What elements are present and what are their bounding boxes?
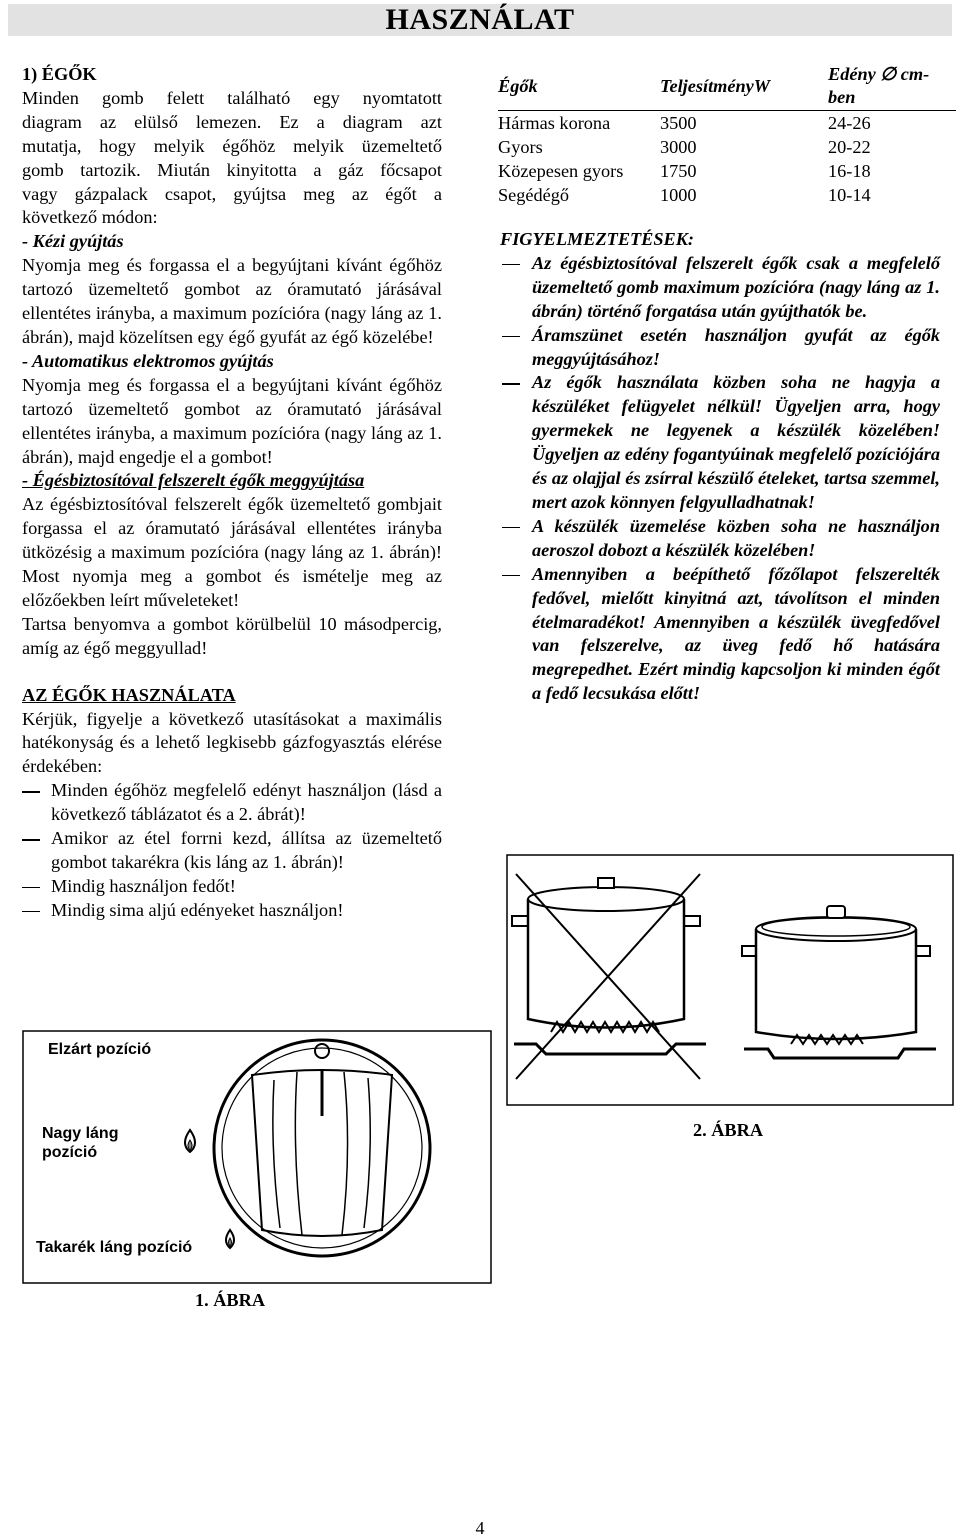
table-cell: 24-26 bbox=[828, 113, 871, 133]
manual-ignition-title: - Kézi gyújtás bbox=[22, 231, 124, 252]
usage-text: Kérjük, figyelje a következő utasításokat a maximális hatékonyság és a lehető legkisebb gázfogyasztás elérése érdekében: bbox=[22, 708, 442, 777]
table-row bbox=[498, 159, 956, 183]
table-cell: 3500 bbox=[660, 113, 697, 133]
figure-1-caption: 1. ÁBRA bbox=[194, 1290, 266, 1310]
table-row bbox=[498, 111, 956, 136]
right-column bbox=[500, 63, 940, 706]
table-cell: Hármas korona bbox=[498, 113, 611, 133]
table-cell: Gyors bbox=[498, 137, 543, 157]
manual-ignition-text: Nyomja meg és forgassa el a begyújtani kívánt égőhöz tartozó üzemeltető gombot az óramutató járásával ellentétes irányba, a maximum pozícióra (nagy láng az 1. ábrán), majd közelítsen egy égő gyufát az égő közelébe! bbox=[22, 255, 442, 347]
table-cell: 3000 bbox=[660, 137, 697, 157]
intro-line: következő módon: bbox=[22, 207, 158, 228]
list-item: Minden égőhöz megfelelő edényt használjon (lásd a következő táblázatot és a 2. ábrát)! bbox=[22, 779, 442, 827]
intro-line: diagram az elülső lemezen. Ez a diagram azt bbox=[22, 111, 442, 132]
high-flame-icon bbox=[185, 1130, 195, 1152]
table-header: Égők bbox=[498, 63, 660, 111]
warnings-title: FIGYELMEZTETÉSEK: bbox=[500, 229, 695, 249]
intro-line: mutatja, hogy melyik égőhöz melyik üzemeltető bbox=[22, 135, 442, 156]
list-item: Az égők használata közben soha ne hagyja a készüléket felügyelet nélkül! Ügyeljen arra, hogy gyermekek ne legyenek a készülék közelében! Ügyeljen az edény fogantyúinak megfelelő pozíciójára és az olajjal és zsírral készülő ételeket, tartsa szemmel, mert azok könnyen felgyulladhatnak! bbox=[500, 371, 940, 514]
table-cell: 1750 bbox=[660, 161, 697, 181]
hold-text: Tartsa benyomva a gombot körülbelül 10 másodpercig, amíg az égő meggyullad! bbox=[22, 613, 442, 658]
intro-line: gomb tartozik. Miután kinyitotta a gáz főcsapot bbox=[22, 159, 442, 180]
figure-2-pots-illustration bbox=[506, 854, 954, 1106]
table-cell: Segédégő bbox=[498, 185, 570, 205]
section-title: 1) ÉGŐK bbox=[22, 64, 97, 84]
list-item: Az égésbiztosítóval felszerelt égők csak a megfelelő üzemeltető gomb maximum pozícióra (nagy láng az 1. ábrán) történő forgatása után gyújthatók be. bbox=[500, 252, 940, 324]
page-number: 4 bbox=[475, 1518, 485, 1538]
table-row bbox=[498, 183, 956, 207]
usage-title: AZ ÉGŐK HASZNÁLATA bbox=[22, 684, 236, 705]
closed-marker-icon bbox=[315, 1044, 329, 1058]
left-column bbox=[22, 63, 442, 923]
table-cell: 20-22 bbox=[828, 137, 871, 157]
low-flame-icon bbox=[226, 1230, 234, 1248]
table-cell: 16-18 bbox=[828, 161, 871, 181]
table-header: Edény ∅ cm-ben bbox=[800, 63, 956, 111]
auto-ignition-title: - Automatikus elektromos gyújtás bbox=[22, 350, 274, 371]
knob-icon bbox=[214, 1040, 430, 1256]
label-low-flame: Takarék láng pozíció bbox=[36, 1239, 193, 1256]
safety-ignition-title: - Égésbiztosítóval felszerelt égők meggyújtása bbox=[22, 470, 365, 491]
list-item: Amennyiben a beépíthető főzőlapot felszerelték fedővel, mielőtt kinyitná azt, távolítson el minden ételmaradékot! Amennyiben a készülék üvegfedővel van felszerelve, az üveg fedő hő hatására megrepedhet. Ezért mindig kapcsoljon ki minden égőt a fedő lecsukása előtt! bbox=[500, 563, 940, 706]
table-cell: Közepesen gyors bbox=[498, 161, 624, 181]
safety-ignition-text: Az égésbiztosítóval felszerelt égők üzemeltető gombjait forgassa el az óramutató járásával ellentétes irányba ütközésig a maximum pozícióra (nagy láng az 1. ábrán)! Most nyomja meg a gombot és ismételje meg az előzőekben leírt műveleteket! bbox=[22, 494, 442, 610]
list-item: A készülék üzemelése közben soha ne használjon aeroszol dobozt a készülék közelében! bbox=[500, 515, 940, 563]
list-item: Mindig használjon fedőt! bbox=[22, 875, 442, 899]
usage-list bbox=[22, 779, 442, 922]
list-item: Áramszünet esetén használjon gyufát az égők meggyújtásához! bbox=[500, 324, 940, 372]
correct-pot-icon bbox=[742, 906, 936, 1058]
figure-1-knob-diagram bbox=[22, 1030, 492, 1284]
intro-paragraph bbox=[22, 87, 442, 230]
intro-line: vagy gázpalack csapot, gyújtsa meg az égőt a bbox=[22, 183, 442, 204]
table-header: TeljesítményW bbox=[660, 63, 800, 111]
burner-table bbox=[498, 63, 956, 207]
list-item: Mindig sima aljú edényeket használjon! bbox=[22, 899, 442, 923]
table-header-row bbox=[498, 63, 956, 111]
auto-ignition-text: Nyomja meg és forgassa el a begyújtani kívánt égőhöz tartozó üzemeltető gombot az óramutató járásával ellentétes irányba, a maximum pozícióra (nagy láng az 1. ábrán), majd engedje el a gombot! bbox=[22, 374, 442, 467]
figure-2-caption: 2. ÁBRA bbox=[692, 1120, 764, 1140]
label-high-flame-position: pozíció bbox=[42, 1144, 98, 1161]
table-cell: 1000 bbox=[660, 185, 697, 205]
label-high-flame: Nagy láng bbox=[42, 1125, 119, 1142]
intro-line: Minden gomb felett található egy nyomtatott bbox=[22, 87, 442, 108]
label-closed-position: Elzárt pozíció bbox=[48, 1041, 152, 1058]
warnings-list bbox=[500, 252, 940, 706]
table-row bbox=[498, 135, 956, 159]
wrong-pot-icon bbox=[512, 874, 706, 1079]
list-item: Amikor az étel forrni kezd, állítsa az üzemeltető gombot takarékra (kis láng az 1. ábrán)! bbox=[22, 827, 442, 875]
page-title: HASZNÁLAT bbox=[385, 3, 575, 36]
table-cell: 10-14 bbox=[828, 185, 871, 205]
